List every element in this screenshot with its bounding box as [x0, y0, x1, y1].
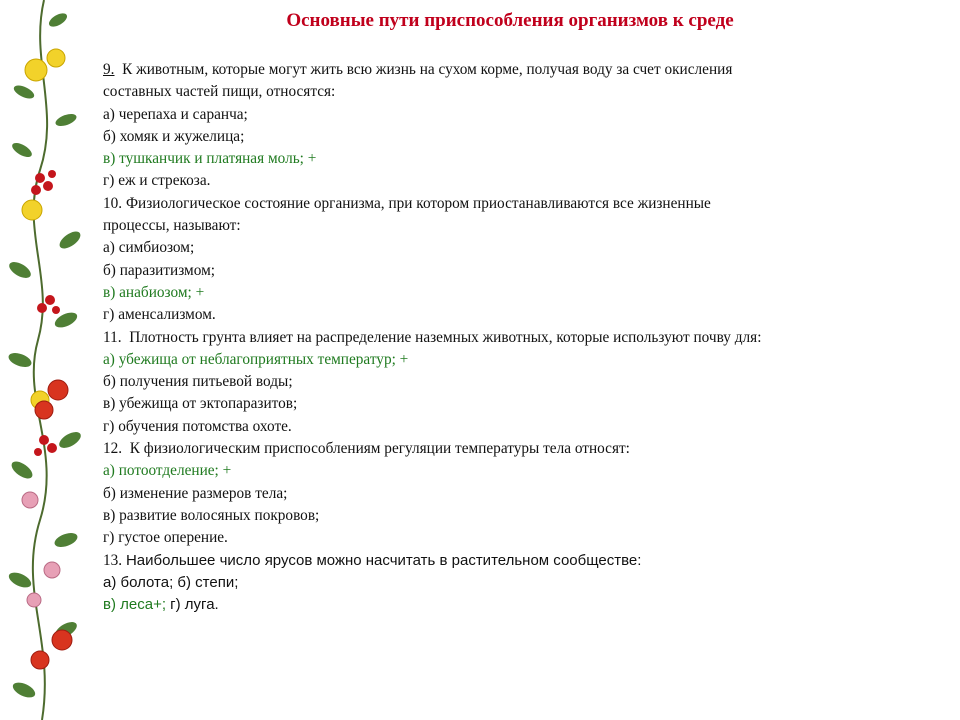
answer-option-correct: а) убежища от неблагоприятных температур; + — [103, 350, 409, 368]
answer-option: а) черепаха и саранча; — [103, 105, 248, 123]
question-text: Физиологическое состояние организма, при котором приостанавливаются все жизненные — [125, 194, 711, 212]
answer-option: г) обучения потомства охоте. — [103, 417, 292, 435]
answer-option: б) получения питьевой воды; — [103, 373, 293, 391]
question-text-cont: составных частей пищи, относятся: — [103, 83, 336, 101]
answer-options: а) болота; б) степи; — [103, 573, 239, 591]
question-text-cont: процессы, называют: — [103, 217, 241, 235]
answer-option-correct: в) тушканчик и платяная моль; + — [103, 150, 317, 168]
question-text: Плотность грунта влияет на распределение наземных животных, которые используют почву для: — [129, 328, 762, 346]
question-9 — [103, 59, 923, 81]
answer-option-correct: в) леса+; — [103, 596, 166, 614]
answer-option: в) убежища от эктопаразитов; — [103, 395, 298, 413]
page-title: Основные пути приспособления организмов к среде — [286, 10, 734, 31]
question-list — [103, 59, 923, 616]
answer-option: б) хомяк и жужелица; — [103, 127, 245, 145]
answer-option: в) развитие волосяных покровов; — [103, 506, 320, 524]
question-10 — [103, 193, 923, 215]
question-number: 12. — [103, 440, 123, 458]
answer-option-correct: а) потоотделение; + — [103, 462, 232, 480]
question-text: К физиологическим приспособлениям регуляции температуры тела относят: — [129, 440, 630, 458]
answer-option-correct: в) анабиозом; + — [103, 283, 205, 301]
flower-vine-border — [0, 0, 92, 720]
question-number: 10. — [103, 194, 123, 212]
question-number: 11. — [103, 328, 122, 346]
answer-option: а) симбиозом; — [103, 239, 195, 257]
question-13 — [103, 550, 923, 572]
answer-option: г) еж и стрекоза. — [103, 172, 211, 190]
answer-option: г) аменсализмом. — [103, 306, 216, 324]
question-text: Наибольшее число ярусов можно насчитать в растительном сообществе: — [125, 551, 642, 569]
question-12 — [103, 438, 923, 460]
answer-option: б) изменение размеров тела; — [103, 484, 288, 502]
answer-option: г) луга. — [170, 596, 219, 614]
answer-options-last — [103, 594, 923, 616]
answer-option: б) паразитизмом; — [103, 261, 216, 279]
question-number: 9. — [103, 61, 115, 78]
question-number: 13. — [103, 551, 123, 569]
question-11 — [103, 327, 923, 349]
answer-option: г) густое оперение. — [103, 529, 228, 547]
question-text: К животным, которые могут жить всю жизнь на сухом корме, получая воду за счет окисления — [122, 61, 733, 78]
